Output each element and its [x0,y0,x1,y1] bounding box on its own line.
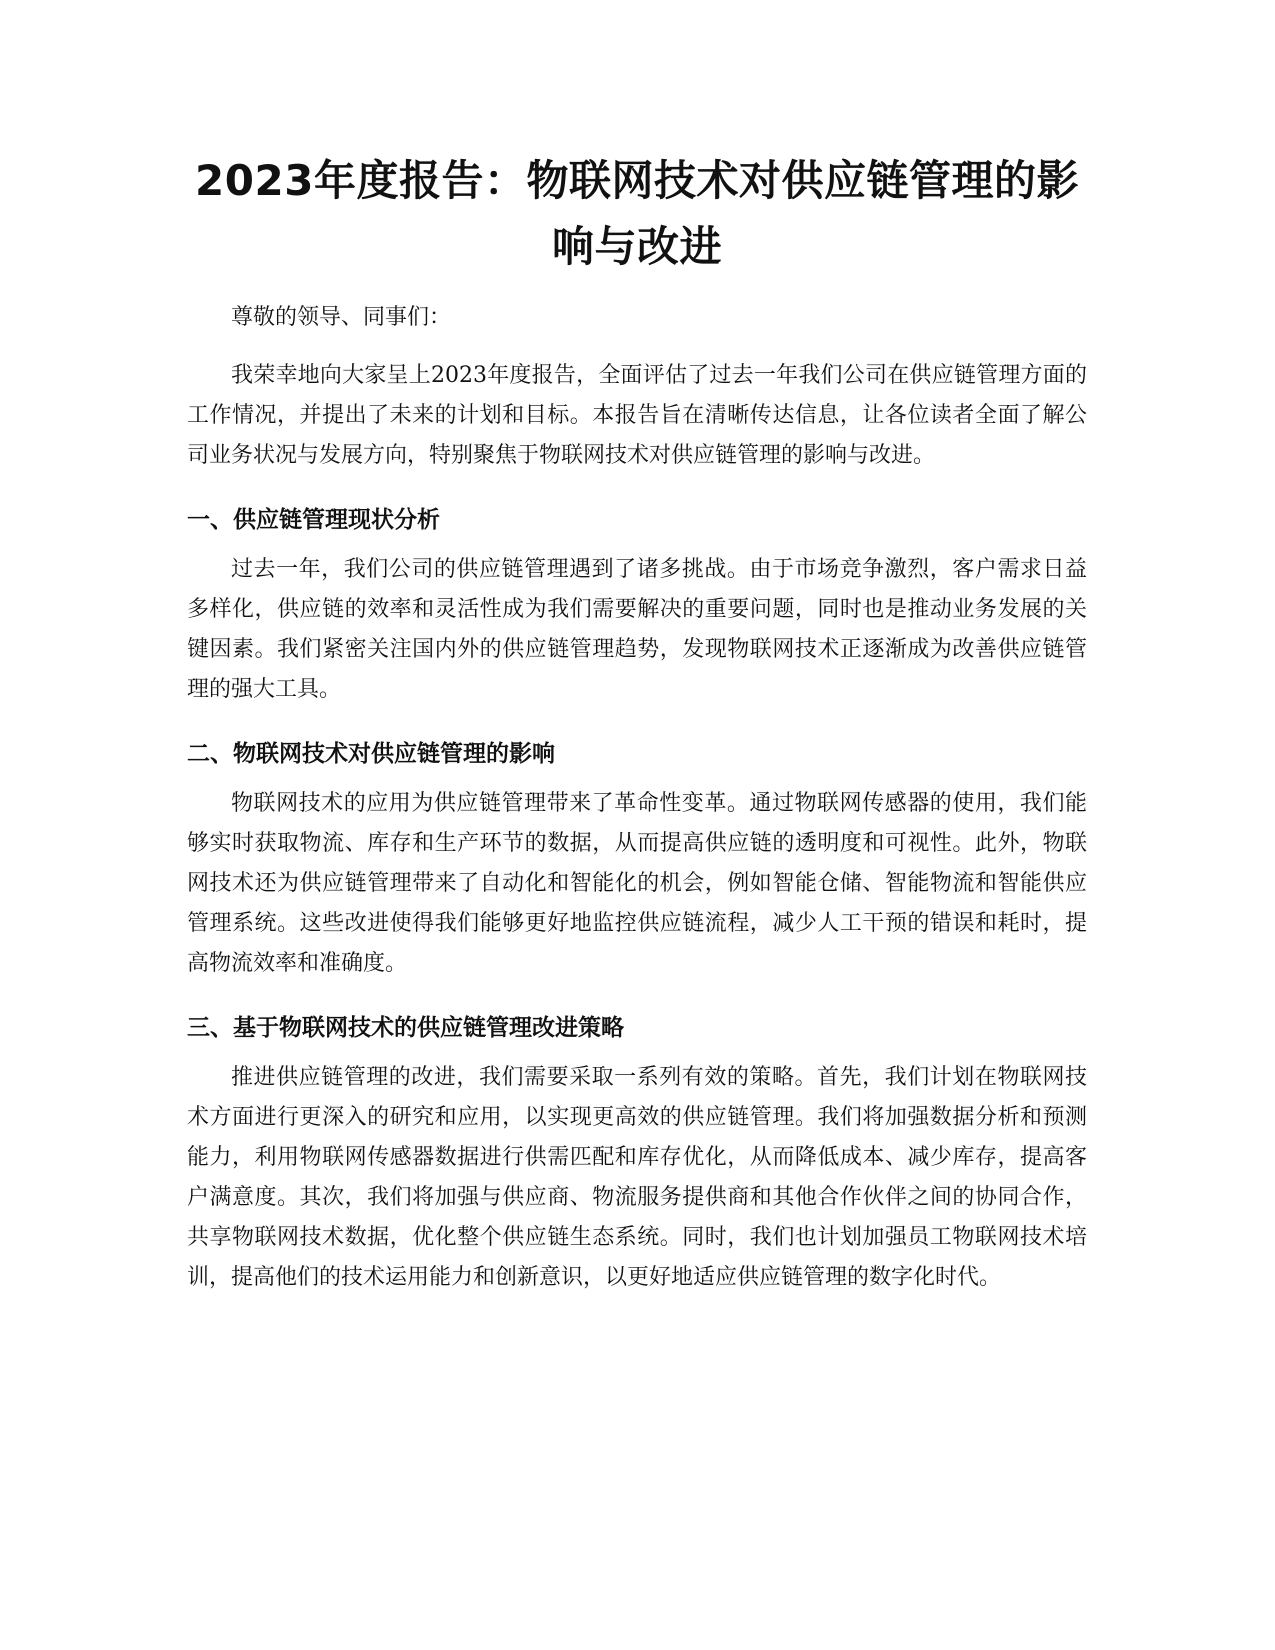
section-heading-status-analysis: 一、供应链管理现状分析 [187,507,440,533]
intro-paragraph: 我荣幸地向大家呈上2023年度报告，全面评估了过去一年我们公司在供应链管理方面的工作情况，并提出了未来的计划和目标。本报告旨在清晰传达信息，让各位读者全面了解公司业务状况与发展方向，特别聚焦于物联网技术对供应链管理的影响与改进。 [187,363,1087,468]
salutation: 尊敬的领导、同事们： [231,305,452,330]
document-title: 2023年度报告：物联网技术对供应链管理的影响与改进 [195,156,1079,271]
section-heading-improvement-strategy: 三、基于物联网技术的供应链管理改进策略 [187,1015,624,1041]
section-body-iot-impact: 物联网技术的应用为供应链管理带来了革命性变革。通过物联网传感器的使用，我们能够实时获取物流、库存和生产环节的数据，从而提高供应链的透明度和可视性。此外，物联网技术还为供应链管理带来了自动化和智能化的机会，例如智能仓储、智能物流和智能供应管理系统。这些改进使得我们能够更好地监控供应链流程，减少人工干预的错误和耗时，提高物流效率和准确度。 [187,791,1087,976]
document-content [187,148,1087,1314]
section-heading-iot-impact: 二、物联网技术对供应链管理的影响 [187,741,555,767]
section-body-improvement-strategy: 推进供应链管理的改进，我们需要采取一系列有效的策略。首先，我们计划在物联网技术方面进行更深入的研究和应用，以实现更高效的供应链管理。我们将加强数据分析和预测能力，利用物联网传感器数据进行供需匹配和库存优化，从而降低成本、减少库存，提高客户满意度。其次，我们将加强与供应商、物流服务提供商和其他合作伙伴之间的协同合作，共享物联网技术数据，优化整个供应链生态系统。同时，我们也计划加强员工物联网技术培训，提高他们的技术运用能力和创新意识，以更好地适应供应链管理的数字化时代。 [187,1065,1087,1290]
section-body-status-analysis: 过去一年，我们公司的供应链管理遇到了诸多挑战。由于市场竞争激烈，客户需求日益多样化，供应链的效率和灵活性成为我们需要解决的重要问题，同时也是推动业务发展的关键因素。我们紧密关注国内外的供应链管理趋势，发现物联网技术正逐渐成为改善供应链管理的强大工具。 [187,557,1087,702]
